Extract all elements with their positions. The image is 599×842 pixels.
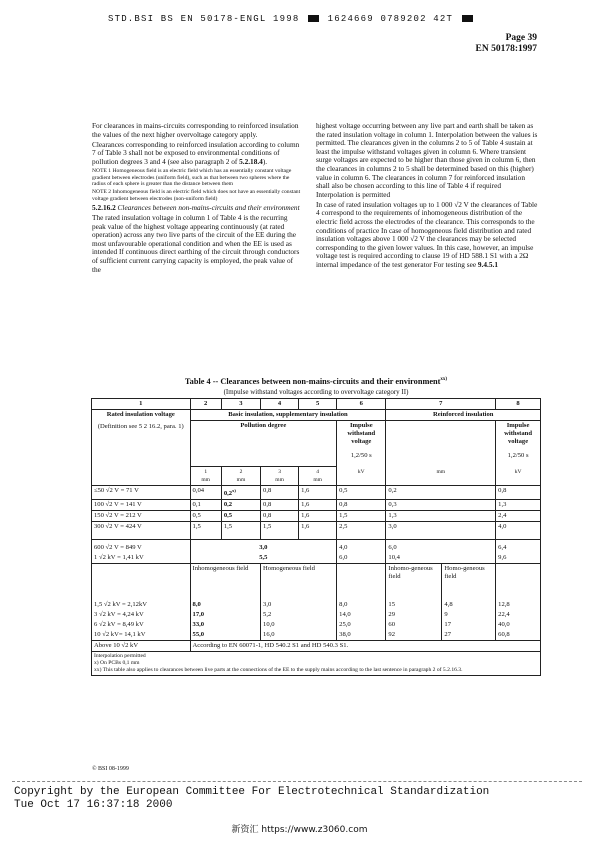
section-ref[interactable]: 9.4.5.1 [477,260,498,269]
table-row: 150 √2 V = 212 V 0,5 0,5 0,8 1,6 1,5 1,3 2,4 [92,511,541,522]
table-title: Table 4 -- Clearances between non-mains-circuits and their environment$^{xx)}$ [184,377,448,386]
table-row: 600 √2 V = 849 V 3,0 4,0 6,0 6,4 [92,540,541,554]
left-column [92,122,302,276]
paragraph: In case of rated insulation voltages up to 1 000 √2 V the clearances of Table 4 correspond to the requirements of inhomogeneous distribution of the electric field across the electrodes of the clearance. This corresponds to the conditions of practice In case of homogeneous field distribution and rated insulation voltages above 1 000 √2 V the clearances may be selected corresponding to the given lower values. In this case, however, an impulse voltage test is required according to clause 19 of HD 588.1 S1 with a 2Ω internal impedance of the test generator For testing see 9.4.5.1 [316,199,538,269]
table-row: 3 √2 kV = 4,24 kV 17,0 5,2 14,0 29 9 22,4 [92,610,541,620]
footnote: x) On PCBs 0,1 mm [94,659,140,666]
paragraph: For clearances in mains-circuits corresponding to reinforced insulation the values of the next higher overvoltage category apply. [92,121,299,139]
header-row: Rated insulation voltage (Definition see 5 2 16.2, para. 1) Basic insulation, supplementary insulation Reinforced insulation [92,410,541,421]
footnote: Interpolation permitted [94,652,146,659]
table-row: 1,5 √2 kV = 2,12kV 8,0 3,0 8,0 15 4,8 12,8 [92,600,541,610]
note-1: NOTE 1 Homogeneous field is an electric field which has an essentially constant voltage gradient between electrodes (uniform field), such as that between two spheres where the radius of each sphere is greater than the distance between them [92,167,292,188]
timestamp-line: Tue Oct 17 16:37:18 2000 [14,798,173,811]
page-number: Page 39 [505,33,537,43]
subsection-heading: 5.2.16.2 Clearances between non-mains-circuits and their environment [92,202,300,212]
standard-id: STD.BSI BS EN 50178-ENGL 1998 [108,14,300,24]
paragraph: The rated insulation voltage in column 1 of Table 4 is the recurring peak value of the highest voltage appearing continuously (at rated operation) across any two live parts of the circuit of the EE during the most unfavourable operational condition and when the EE is used as intended If continuous direct earthing of the circuit through conductors of sufficient current carrying capacity is employed, the peak value of the [92,213,300,274]
copyright-stamp [14,786,489,811]
paragraph: highest voltage occurring between any live part and earth shall be taken as the rated insulation voltage in column 1. Interpolation between the values is permitted. The clearances given in the columns 2 to 5 of Table 4 sustain at least the impulse withstand voltages given in column 6. Where transient surge voltages are expected to be higher than those given in column 6, then the clearances in columns 2 to 5 shall be determined based on this (higher) value in column 6. The clearances in column 7 for reinforced insulation shall also be chosen according to this line of Table 4 if required Interpolation is permitted [316,121,538,199]
table-row: 300 √2 V = 424 V 1,5 1,5 1,5 1,6 2,5 3,0 4,0 [92,522,541,540]
table-footnotes [92,651,541,675]
page-number-block [476,33,538,55]
clearance-table [91,398,541,676]
document-number: EN 50178:1997 [475,44,537,54]
barcode-block-icon [308,15,319,22]
paragraph: Clearances corresponding to reinforced insulation according to column 7 of Table 3 shall not be exposed to environmental conditions of pollution degrees 3 and 4 (see also paragraph 2 of 5.2.18.4). [92,139,300,166]
right-column [316,122,540,271]
subheader-row: Pollution degree Impulse withstand voltage 1,2/50 s Impulse withstand voltage 1,2/50 s [92,421,541,467]
section-ref[interactable]: 5.2.18.4 [239,156,263,166]
note-2: NOTE 2 Inhomogeneous field is an electric field which does not have an essentially constant voltage gradient between electrodes (non-uniform field) [92,189,301,202]
field-type-row: Inhomogeneous field Homogeneous field Inhomo-geneous field Homo-geneous field [92,564,541,600]
table-row: 100 √2 V = 141 V 0,1 0,2 0,8 1,6 0,8 0,3 1,3 [92,500,541,511]
barcode-block-icon [462,15,473,22]
table-row: 6 √2 kV = 8,49 kV 33,0 10,0 25,0 60 17 40,0 [92,620,541,630]
divider [12,781,582,782]
footnote: xx) This table also applies to clearances between live parts at the connections of the EE to the supply mains according to the last sentence in paragraph 2 of 5.2.16.3. [94,666,463,673]
table-row: 10 √2 kV= 14,1 kV 55,0 16,0 38,0 92 27 60,8 [92,630,541,641]
header-code: 1624669 0789202 42T [327,14,454,24]
unit-row: 1 mm 2 mm 3 mm 4 mm kV mm kV [92,467,541,486]
table-subtitle: (Impulse withstand voltages according to overvoltage category II) [223,388,409,396]
watermark-url[interactable]: 新资汇 https://www.z3060.com [231,825,368,835]
column-number-row: 1 2 3 4 5 6 7 8 [92,399,541,410]
table-row: ≤50 √2 V = 71 V 0,04 0,2$^{x)}$ 0,8 1,6 0,5 0,2 0,8 [92,486,541,500]
table-row: 1 √2 kV = 1,41 kV 5,5 6,0 10,4 9,6 [92,553,541,564]
table-row: Above 10 √2 kV According to EN 60071-1, HD 540.2 S1 and HD 540.3 S1. [92,640,541,651]
copyright-line: Copyright by the European Committee For Electrotechnical Standardization [14,786,490,798]
bsi-copyright: © BSI 08-1999 [92,766,129,772]
document-header-code [108,14,475,24]
